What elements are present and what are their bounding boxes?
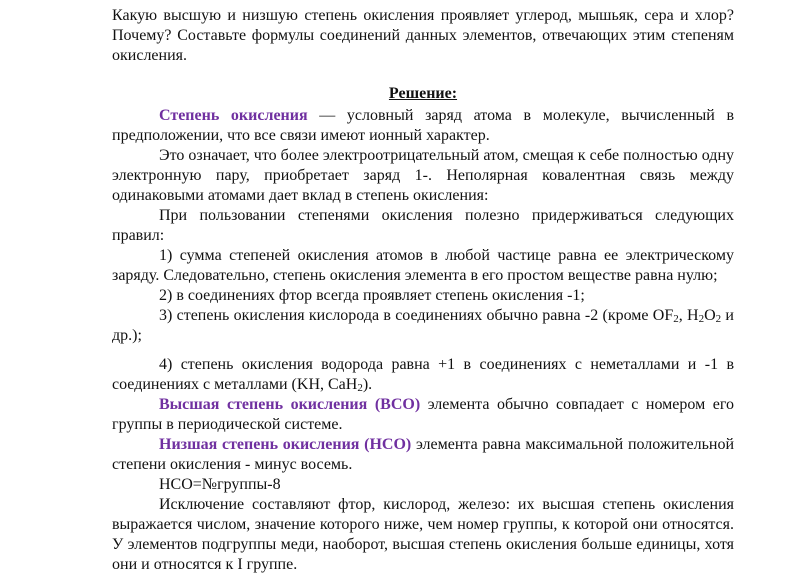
rule-3-mid-2: O — [704, 307, 716, 324]
rule-3-suffix: и др.); — [112, 307, 734, 344]
higher-oxidation-paragraph — [112, 395, 734, 435]
definition-text: — условный заряд атома в молекуле, вычисленный в предположении, что все связи имеют ионный характер. — [112, 107, 735, 144]
higher-oxidation-term: Высшая степень окисления (ВСО) — [159, 396, 421, 413]
rule-3-mid-1: , H — [678, 307, 699, 324]
rule-3-sub-2: 2 — [698, 313, 705, 325]
rule-3-sub-1: 2 — [673, 313, 679, 325]
rule-4-sub: 2 — [357, 382, 363, 394]
rule-1-paragraph: 1) сумма степеней окисления атомов в любой частице равна ее электрическому заряду. Следовательно, степень окисления элемента в его простом веществе равна нулю; — [112, 247, 734, 284]
lower-oxidation-paragraph — [112, 435, 734, 475]
higher-oxidation-text: элемента обычно совпадает с номером его группы в периодической системе. — [112, 396, 735, 433]
rule-4-suffix: ). — [362, 376, 373, 393]
rule-3-sub-3: 2 — [715, 313, 722, 325]
exception-paragraph: Исключение составляют фтор, кислород, железо: их высшая степень окисления выражается числом, значение которого ниже, чем номер группы, к которой они относятся. У элементов подгруппы меди, наоборот, высшая степень окисления больше единицы, хотя они и относятся к I группе. — [112, 496, 734, 573]
lower-oxidation-text: элемента равна максимальной положительной степени окисления - минус восемь. — [112, 436, 734, 473]
rule-2-paragraph: 2) в соединениях фтор всегда проявляет степень окисления -1; — [159, 287, 585, 304]
lower-oxidation-term: Низшая степень окисления (НСО) — [159, 436, 412, 453]
definition-paragraph — [112, 106, 734, 146]
rule-4-paragraph — [112, 355, 734, 395]
rule-3-prefix: 3) степень окисления кислорода в соединениях обычно равна -2 (кроме OF — [159, 307, 674, 324]
explanation-paragraph: Это означает, что более электроотрицательный атом, смещая к себе полностью одну электронную пару, приобретает заряд 1-. Неполярная ковалентная связь между одинаковыми атомами дает вклад в степень окисления: — [112, 147, 734, 204]
definition-term: Степень окисления — [159, 107, 308, 124]
formula-paragraph: НСО=№группы-8 — [159, 476, 281, 493]
solution-heading: Решение: — [388, 85, 458, 102]
rules-intro-paragraph: При пользовании степенями окисления полезно придерживаться следующих правил: — [112, 207, 734, 244]
question-paragraph: Какую высшую и низшую степень окисления проявляет углерод, мышьяк, сера и хлор? Почему? Составьте формулы соединений данных элементов, отвечающих этим степеням окисления. — [112, 7, 734, 64]
rule-4-prefix: 4) степень окисления водорода равна +1 в соединениях с неметаллами и -1 в соединениях с металлами (KH, CaH — [112, 356, 734, 393]
rule-3-paragraph — [112, 306, 734, 346]
